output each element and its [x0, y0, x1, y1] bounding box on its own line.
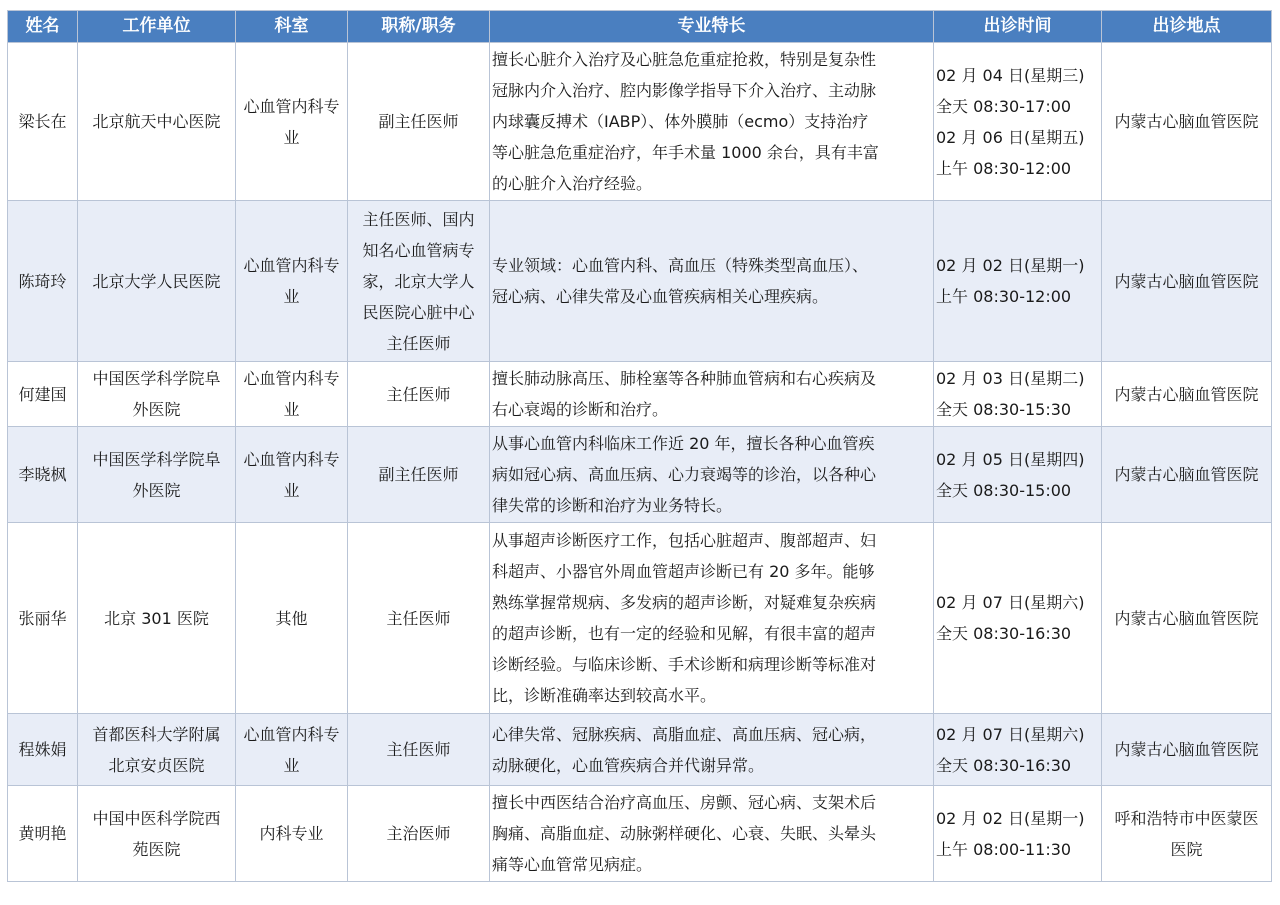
- cell-dept-line: 心血管内科专: [243, 449, 340, 469]
- cell-unit-line: 北京大学人民医院: [92, 271, 221, 291]
- cell-dept-line: 业: [283, 287, 300, 306]
- cell-location-line: 内蒙古心脑血管医院: [1114, 465, 1259, 484]
- cell-specialty: [490, 201, 934, 362]
- table-row: [8, 43, 1272, 201]
- cell-unit-line: 北京安贞医院: [108, 755, 205, 775]
- table-row: [8, 714, 1272, 786]
- cell-location-line: 内蒙古心脑血管医院: [1114, 740, 1259, 759]
- cell-specialty-line: 冠脉内介入治疗、腔内影像学指导下介入治疗、主动脉: [492, 81, 877, 100]
- cell-location-line: 呼和浩特市中医蒙医: [1114, 808, 1259, 828]
- cell-specialty: [490, 714, 934, 786]
- cell-location-line: 内蒙古心脑血管医院: [1114, 271, 1259, 291]
- cell-name: 李晓枫: [8, 427, 78, 523]
- cell-location-line: 医院: [1170, 839, 1203, 859]
- table-row: [8, 427, 1272, 523]
- cell-specialty-line: 痛等心血管常见病症。: [492, 855, 653, 874]
- cell-time-line: 02 月 02 日(星期一): [936, 808, 1085, 828]
- cell-dept: [236, 201, 348, 362]
- cell-time-line: 上午 08:30-12:00: [936, 158, 1072, 178]
- cell-title-line: 副主任医师: [378, 465, 459, 484]
- cell-dept-line: 业: [283, 755, 300, 775]
- cell-specialty-line: 科超声、小器官外周血管超声诊断已有 20 多年。能够: [492, 562, 875, 581]
- cell-time-line: 02 月 02 日(星期一): [936, 256, 1085, 275]
- cell-name: 梁长在: [8, 43, 78, 201]
- cell-dept-line: 内科专业: [259, 824, 324, 843]
- cell-specialty: [490, 786, 934, 882]
- doctor-schedule-table: [7, 10, 1272, 882]
- cell-time-line: 全天 08:30-15:00: [936, 480, 1072, 500]
- cell-unit-line: 中国中医科学院西: [92, 808, 221, 828]
- cell-location: [1102, 201, 1272, 362]
- cell-name: 何建国: [8, 362, 78, 427]
- cell-time-line: 02 月 07 日(星期六): [936, 593, 1085, 612]
- cell-dept-line: 心血管内科专: [243, 256, 340, 275]
- header-specialty: 专业特长: [490, 11, 934, 43]
- cell-unit-line: 外医院: [132, 400, 181, 419]
- cell-title-line: 家，北京大学人: [362, 271, 475, 291]
- cell-dept-line: 心血管内科专: [243, 96, 340, 116]
- cell-title-line: 主任医师、国内: [362, 209, 475, 229]
- header-title: 职称/职务: [348, 11, 490, 43]
- cell-unit-line: 外医院: [132, 480, 181, 500]
- header-name: 姓名: [8, 11, 78, 43]
- cell-unit: [78, 43, 236, 201]
- cell-name: 黄明艳: [8, 786, 78, 882]
- cell-location-line: 内蒙古心脑血管医院: [1114, 112, 1259, 131]
- cell-location: [1102, 523, 1272, 714]
- cell-unit-line: 中国医学科学院阜: [92, 369, 221, 388]
- cell-time-line: 02 月 04 日(星期三): [936, 65, 1085, 85]
- cell-title-line: 知名心血管病专: [362, 240, 475, 260]
- cell-location: [1102, 786, 1272, 882]
- cell-time-line: 02 月 07 日(星期六): [936, 724, 1085, 744]
- cell-title-line: 主任医师: [386, 740, 451, 759]
- cell-title: [348, 714, 490, 786]
- table-row: [8, 523, 1272, 714]
- cell-dept-line: 其他: [275, 608, 308, 628]
- cell-dept: [236, 427, 348, 523]
- header-dept: 科室: [236, 11, 348, 43]
- cell-specialty-line: 比，诊断准确率达到较高水平。: [492, 686, 717, 705]
- cell-specialty-line: 熟练掌握常规病、多发病的超声诊断，对疑难复杂疾病: [492, 593, 877, 612]
- cell-specialty-line: 专业领域：心血管内科、高血压（特殊类型高血压）、: [492, 256, 869, 275]
- cell-specialty-line: 擅长中西医结合治疗高血压、房颤、冠心病、支架术后: [492, 793, 877, 812]
- cell-title: [348, 523, 490, 714]
- cell-title-line: 主任医师: [386, 608, 451, 628]
- cell-specialty-line: 等心脏急危重症治疗，年手术量 1000 余台，具有丰富: [492, 143, 879, 162]
- cell-location: [1102, 362, 1272, 427]
- cell-dept-line: 业: [283, 480, 300, 500]
- cell-specialty-line: 心律失常、冠脉疾病、高脂血症、高血压病、冠心病，: [492, 724, 877, 744]
- cell-title-line: 副主任医师: [378, 112, 459, 131]
- cell-title-line: 主任医师: [386, 384, 451, 404]
- cell-specialty-line: 病如冠心病、高血压病、心力衰竭等的诊治，以各种心: [492, 465, 877, 484]
- cell-time: [934, 523, 1102, 714]
- cell-time: [934, 43, 1102, 201]
- header-location: 出诊地点: [1102, 11, 1272, 43]
- cell-specialty-line: 动脉硬化，心血管疾病合并代谢异常。: [492, 755, 765, 775]
- cell-location-line: 内蒙古心脑血管医院: [1114, 384, 1259, 404]
- cell-specialty-line: 从事超声诊断医疗工作，包括心脏超声、腹部超声、妇: [492, 531, 877, 550]
- cell-title: [348, 201, 490, 362]
- cell-time: [934, 786, 1102, 882]
- cell-location: [1102, 714, 1272, 786]
- cell-time-line: 02 月 05 日(星期四): [936, 449, 1085, 469]
- cell-specialty-line: 的超声诊断，也有一定的经验和见解，有很丰富的超声: [492, 624, 877, 643]
- header-unit: 工作单位: [78, 11, 236, 43]
- cell-location-line: 内蒙古心脑血管医院: [1114, 608, 1259, 628]
- cell-dept-line: 心血管内科专: [243, 369, 340, 388]
- cell-unit: [78, 523, 236, 714]
- cell-unit-line: 北京航天中心医院: [92, 112, 221, 131]
- cell-name: 陈琦玲: [8, 201, 78, 362]
- cell-time-line: 上午 08:00-11:30: [936, 839, 1072, 859]
- cell-specialty-line: 内球囊反搏术（IABP）、体外膜肺（ecmo）支持治疗: [492, 112, 869, 131]
- cell-dept: [236, 786, 348, 882]
- cell-specialty-line: 擅长肺动脉高压、肺栓塞等各种肺血管病和右心疾病及: [492, 369, 877, 388]
- cell-name: 程姝娟: [8, 714, 78, 786]
- cell-name: 张丽华: [8, 523, 78, 714]
- cell-specialty: [490, 427, 934, 523]
- cell-specialty-line: 右心衰竭的诊断和治疗。: [492, 400, 669, 419]
- table-body: [8, 43, 1272, 882]
- header-row: [8, 11, 1272, 43]
- cell-title: [348, 786, 490, 882]
- cell-specialty-line: 从事心血管内科临床工作近 20 年，擅长各种心血管疾: [492, 434, 875, 453]
- cell-specialty-line: 律失常的诊断和治疗为业务特长。: [492, 496, 733, 515]
- cell-unit: [78, 786, 236, 882]
- cell-time-line: 全天 08:30-16:30: [936, 624, 1072, 643]
- header-time: 出诊时间: [934, 11, 1102, 43]
- cell-location: [1102, 43, 1272, 201]
- cell-location: [1102, 427, 1272, 523]
- cell-title-line: 主治医师: [386, 824, 451, 843]
- cell-time: [934, 201, 1102, 362]
- cell-dept: [236, 362, 348, 427]
- cell-title: [348, 43, 490, 201]
- cell-dept-line: 业: [283, 127, 300, 147]
- cell-specialty-line: 擅长心脏介入治疗及心脏急危重症抢救，特别是复杂性: [492, 50, 877, 69]
- cell-title-line: 民医院心脏中心: [362, 302, 475, 322]
- cell-specialty-line: 冠心病、心律失常及心血管疾病相关心理疾病。: [492, 287, 829, 306]
- cell-specialty-line: 胸痛、高脂血症、动脉粥样硬化、心衰、失眠、头晕头: [492, 824, 877, 843]
- cell-specialty-line: 诊断经验。与临床诊断、手术诊断和病理诊断等标准对: [492, 655, 877, 674]
- cell-unit: [78, 201, 236, 362]
- cell-dept: [236, 523, 348, 714]
- cell-dept: [236, 714, 348, 786]
- table-row: [8, 786, 1272, 882]
- cell-unit-line: 北京 301 医院: [104, 608, 209, 628]
- cell-time: [934, 427, 1102, 523]
- cell-unit: [78, 714, 236, 786]
- cell-title: [348, 362, 490, 427]
- cell-unit: [78, 427, 236, 523]
- cell-dept: [236, 43, 348, 201]
- cell-dept-line: 心血管内科专: [243, 724, 340, 744]
- cell-unit: [78, 362, 236, 427]
- cell-specialty-line: 的心脏介入治疗经验。: [492, 174, 653, 193]
- cell-unit-line: 苑医院: [132, 839, 181, 859]
- cell-specialty: [490, 523, 934, 714]
- cell-time-line: 全天 08:30-17:00: [936, 96, 1072, 116]
- cell-title: [348, 427, 490, 523]
- cell-time: [934, 714, 1102, 786]
- cell-dept-line: 业: [283, 400, 300, 419]
- cell-time: [934, 362, 1102, 427]
- cell-unit-line: 中国医学科学院阜: [92, 449, 221, 469]
- cell-time-line: 全天 08:30-15:30: [936, 400, 1072, 419]
- cell-specialty: [490, 43, 934, 201]
- cell-time-line: 上午 08:30-12:00: [936, 287, 1072, 306]
- table-row: [8, 201, 1272, 362]
- cell-time-line: 02 月 03 日(星期二): [936, 369, 1085, 388]
- table-row: [8, 362, 1272, 427]
- cell-time-line: 全天 08:30-16:30: [936, 755, 1072, 775]
- cell-unit-line: 首都医科大学附属: [92, 724, 221, 744]
- cell-specialty: [490, 362, 934, 427]
- cell-time-line: 02 月 06 日(星期五): [936, 127, 1085, 147]
- cell-title-line: 主任医师: [386, 333, 451, 353]
